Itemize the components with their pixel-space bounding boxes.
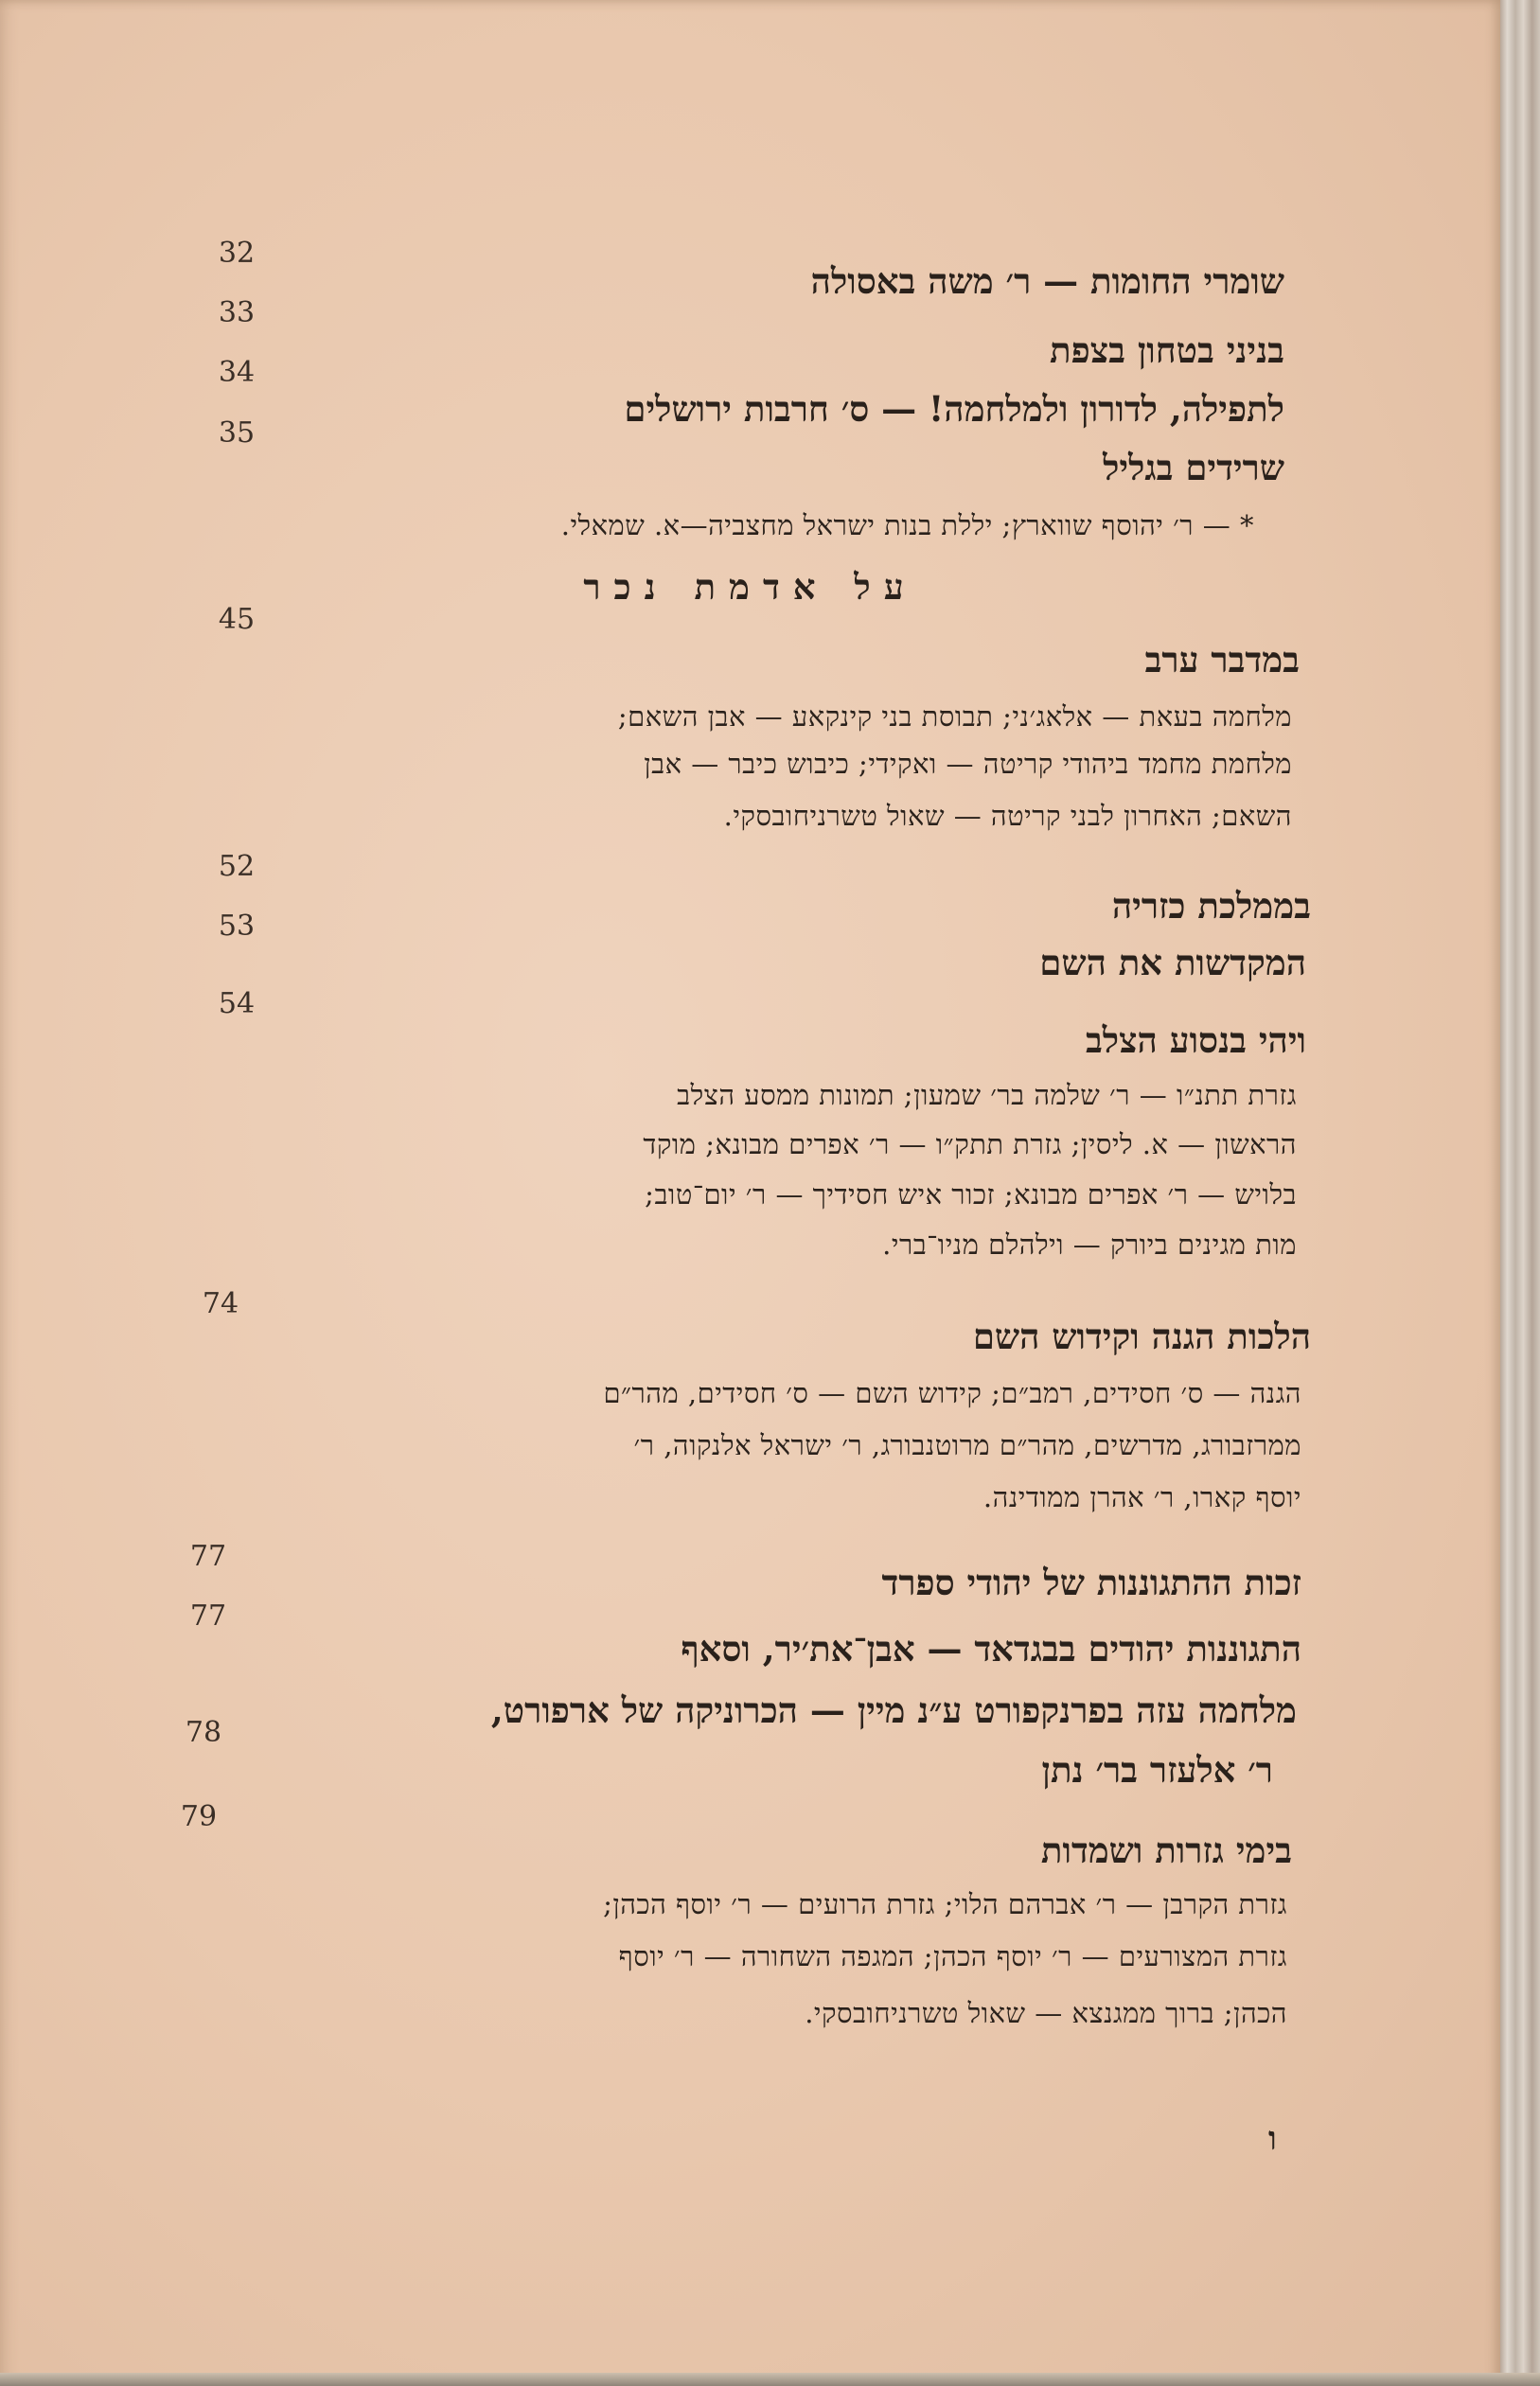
toc-entry-detail: בלויש — ר׳ אפרים מבונא; זכור איש חסידיך — ר׳ יום־טוב; xyxy=(645,1178,1297,1211)
page-number: 34 xyxy=(218,356,256,389)
page-number: 77 xyxy=(189,1600,227,1633)
toc-entry-detail: הגנה — ס׳ חסידים, רמב״ם; קידוש השם — ס׳ חסידים, מהר״ם xyxy=(603,1377,1301,1409)
toc-entry-detail: גזרת הקרבן — ר׳ אברהם הלוי; גזרת הרועים — ר׳ יוסף הכהן; xyxy=(603,1888,1287,1920)
section-heading: על אדמת נכר xyxy=(583,566,917,608)
toc-entry-detail: ממרזבורג, מדרשים, מהר״ם מרוטנבורג, ר׳ ישראל אלנקוה, ר׳ xyxy=(633,1429,1301,1461)
toc-entry-detail: גזרת המצורעים — ר׳ יוסף הכהן; המגפה השחורה — ר׳ יוסף xyxy=(618,1940,1287,1972)
page-number: 53 xyxy=(218,910,256,943)
toc-entry-title: זכות ההתגוננות של יהודי ספרד xyxy=(881,1562,1301,1603)
page-number: 32 xyxy=(218,237,256,270)
toc-entry-title: המקדשות את השם xyxy=(1039,942,1306,983)
toc-entry-title: לתפילה, לדורון ולמלחמה! — ס׳ חרבות ירושלים xyxy=(624,388,1284,430)
page-number: 45 xyxy=(218,603,256,636)
page-number: 54 xyxy=(218,987,256,1020)
toc-entry-title: בממלכת כזריה xyxy=(1111,885,1311,927)
page-number: 35 xyxy=(218,416,256,450)
page-number: 79 xyxy=(180,1800,218,1833)
toc-entry-title: ויהי בנסוע הצלב xyxy=(1085,1019,1306,1061)
page-folio: ו xyxy=(1268,2120,1277,2158)
page-number: 78 xyxy=(185,1716,222,1749)
page-number: 77 xyxy=(189,1540,227,1573)
page-number: 33 xyxy=(218,296,256,329)
toc-entry-title: במדבר ערב xyxy=(1144,639,1300,680)
page-number: 52 xyxy=(218,850,256,883)
toc-entry-detail: מלחמה בעאת — אלאג׳ני; תבוסת בני קינקאע — אבן השאם; xyxy=(617,700,1292,733)
toc-entry-title: בימי גזרות ושמדות xyxy=(1040,1829,1292,1871)
cover-edge xyxy=(0,2373,1540,2386)
toc-entry-title: בניני בטחון בצפת xyxy=(1050,329,1284,371)
toc-entry-title: התגוננות יהודים בבגדאד — אבן־את׳יר, וסאף xyxy=(681,1628,1301,1670)
toc-entry-detail: * — ר׳ יהוסף שווארץ; יללת בנות ישראל מחצביה—א. שמאלי. xyxy=(560,509,1254,541)
toc-entry-title: ר׳ אלעזר בר׳ נתן xyxy=(1041,1749,1273,1791)
toc-entry-detail: הכהן; ברוך ממגנצא — שאול טשרניחובסקי. xyxy=(805,1997,1287,2029)
toc-entry-detail: גזרת תתנ״ו — ר׳ שלמה בר׳ שמעון; תמונות ממסע הצלב xyxy=(677,1079,1297,1111)
toc-entry-detail: יוסף קארו, ר׳ אהרן ממודינה. xyxy=(982,1481,1301,1513)
toc-entry-detail: הראשון — א. ליסין; גזרת תתק״ו — ר׳ אפרים מבונא; מוקד xyxy=(643,1128,1297,1160)
toc-entry-title: מלחמה עזה בפרנקפורט ע״נ מיין — הכרוניקה של ארפורט, xyxy=(490,1689,1297,1731)
page-number: 74 xyxy=(202,1287,239,1320)
toc-entry-title: שרידים בגליל xyxy=(1103,447,1284,488)
toc-entry-detail: מות מגינים ביורק — וילהלם מניו־ברי. xyxy=(882,1228,1297,1261)
toc-entry-detail: השאם; האחרון לבני קריטה — שאול טשרניחובסקי. xyxy=(723,800,1292,832)
toc-entry-title: הלכות הגנה וקידוש השם xyxy=(972,1316,1311,1357)
page-edge xyxy=(1500,0,1540,2386)
toc-entry-detail: מלחמת מחמד ביהודי קריטה — ואקידי; כיבוש כיבר — אבן xyxy=(644,748,1292,780)
toc-entry-title: שומרי החומות — ר׳ משה באסולה xyxy=(810,260,1284,302)
